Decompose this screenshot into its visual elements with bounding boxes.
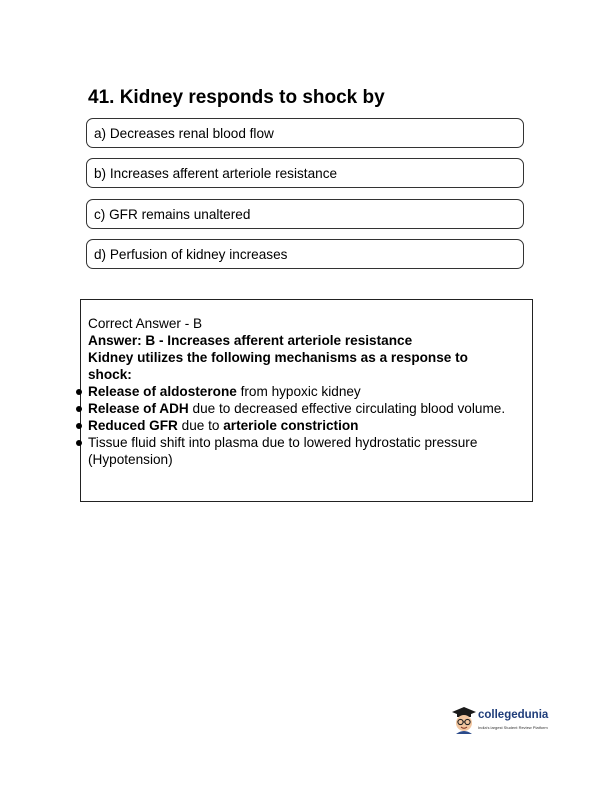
list-item: Release of aldosterone from hypoxic kidney	[88, 383, 508, 400]
question-title: 41. Kidney responds to shock by	[88, 87, 385, 108]
graduate-mascot-icon	[451, 706, 477, 736]
list-item: Release of ADH due to decreased effective circulating blood volume.	[88, 400, 508, 417]
option-a[interactable]: a) Decreases renal blood flow	[86, 118, 524, 148]
option-b[interactable]: b) Increases afferent arteriole resistance	[86, 158, 524, 188]
answer-text	[88, 315, 508, 468]
logo-tagline: India's largest Student Review Platform	[478, 725, 548, 730]
option-c[interactable]: c) GFR remains unaltered	[86, 199, 524, 229]
answer-intro: Kidney utilizes the following mechanisms as a response to shock:	[88, 350, 468, 382]
answer-box	[80, 299, 533, 502]
collegedunia-logo	[451, 706, 549, 736]
correct-answer-line: Correct Answer - B	[88, 316, 203, 331]
option-d[interactable]: d) Perfusion of kidney increases	[86, 239, 524, 269]
list-item: Reduced GFR due to arteriole constriction	[88, 417, 508, 434]
list-item: Tissue fluid shift into plasma due to lowered hydrostatic pressure (Hypotension)	[88, 434, 508, 468]
mechanism-list	[88, 383, 508, 468]
logo-name: collegedunia	[478, 709, 549, 721]
answer-line: Answer: B - Increases afferent arteriole resistance	[88, 333, 413, 348]
